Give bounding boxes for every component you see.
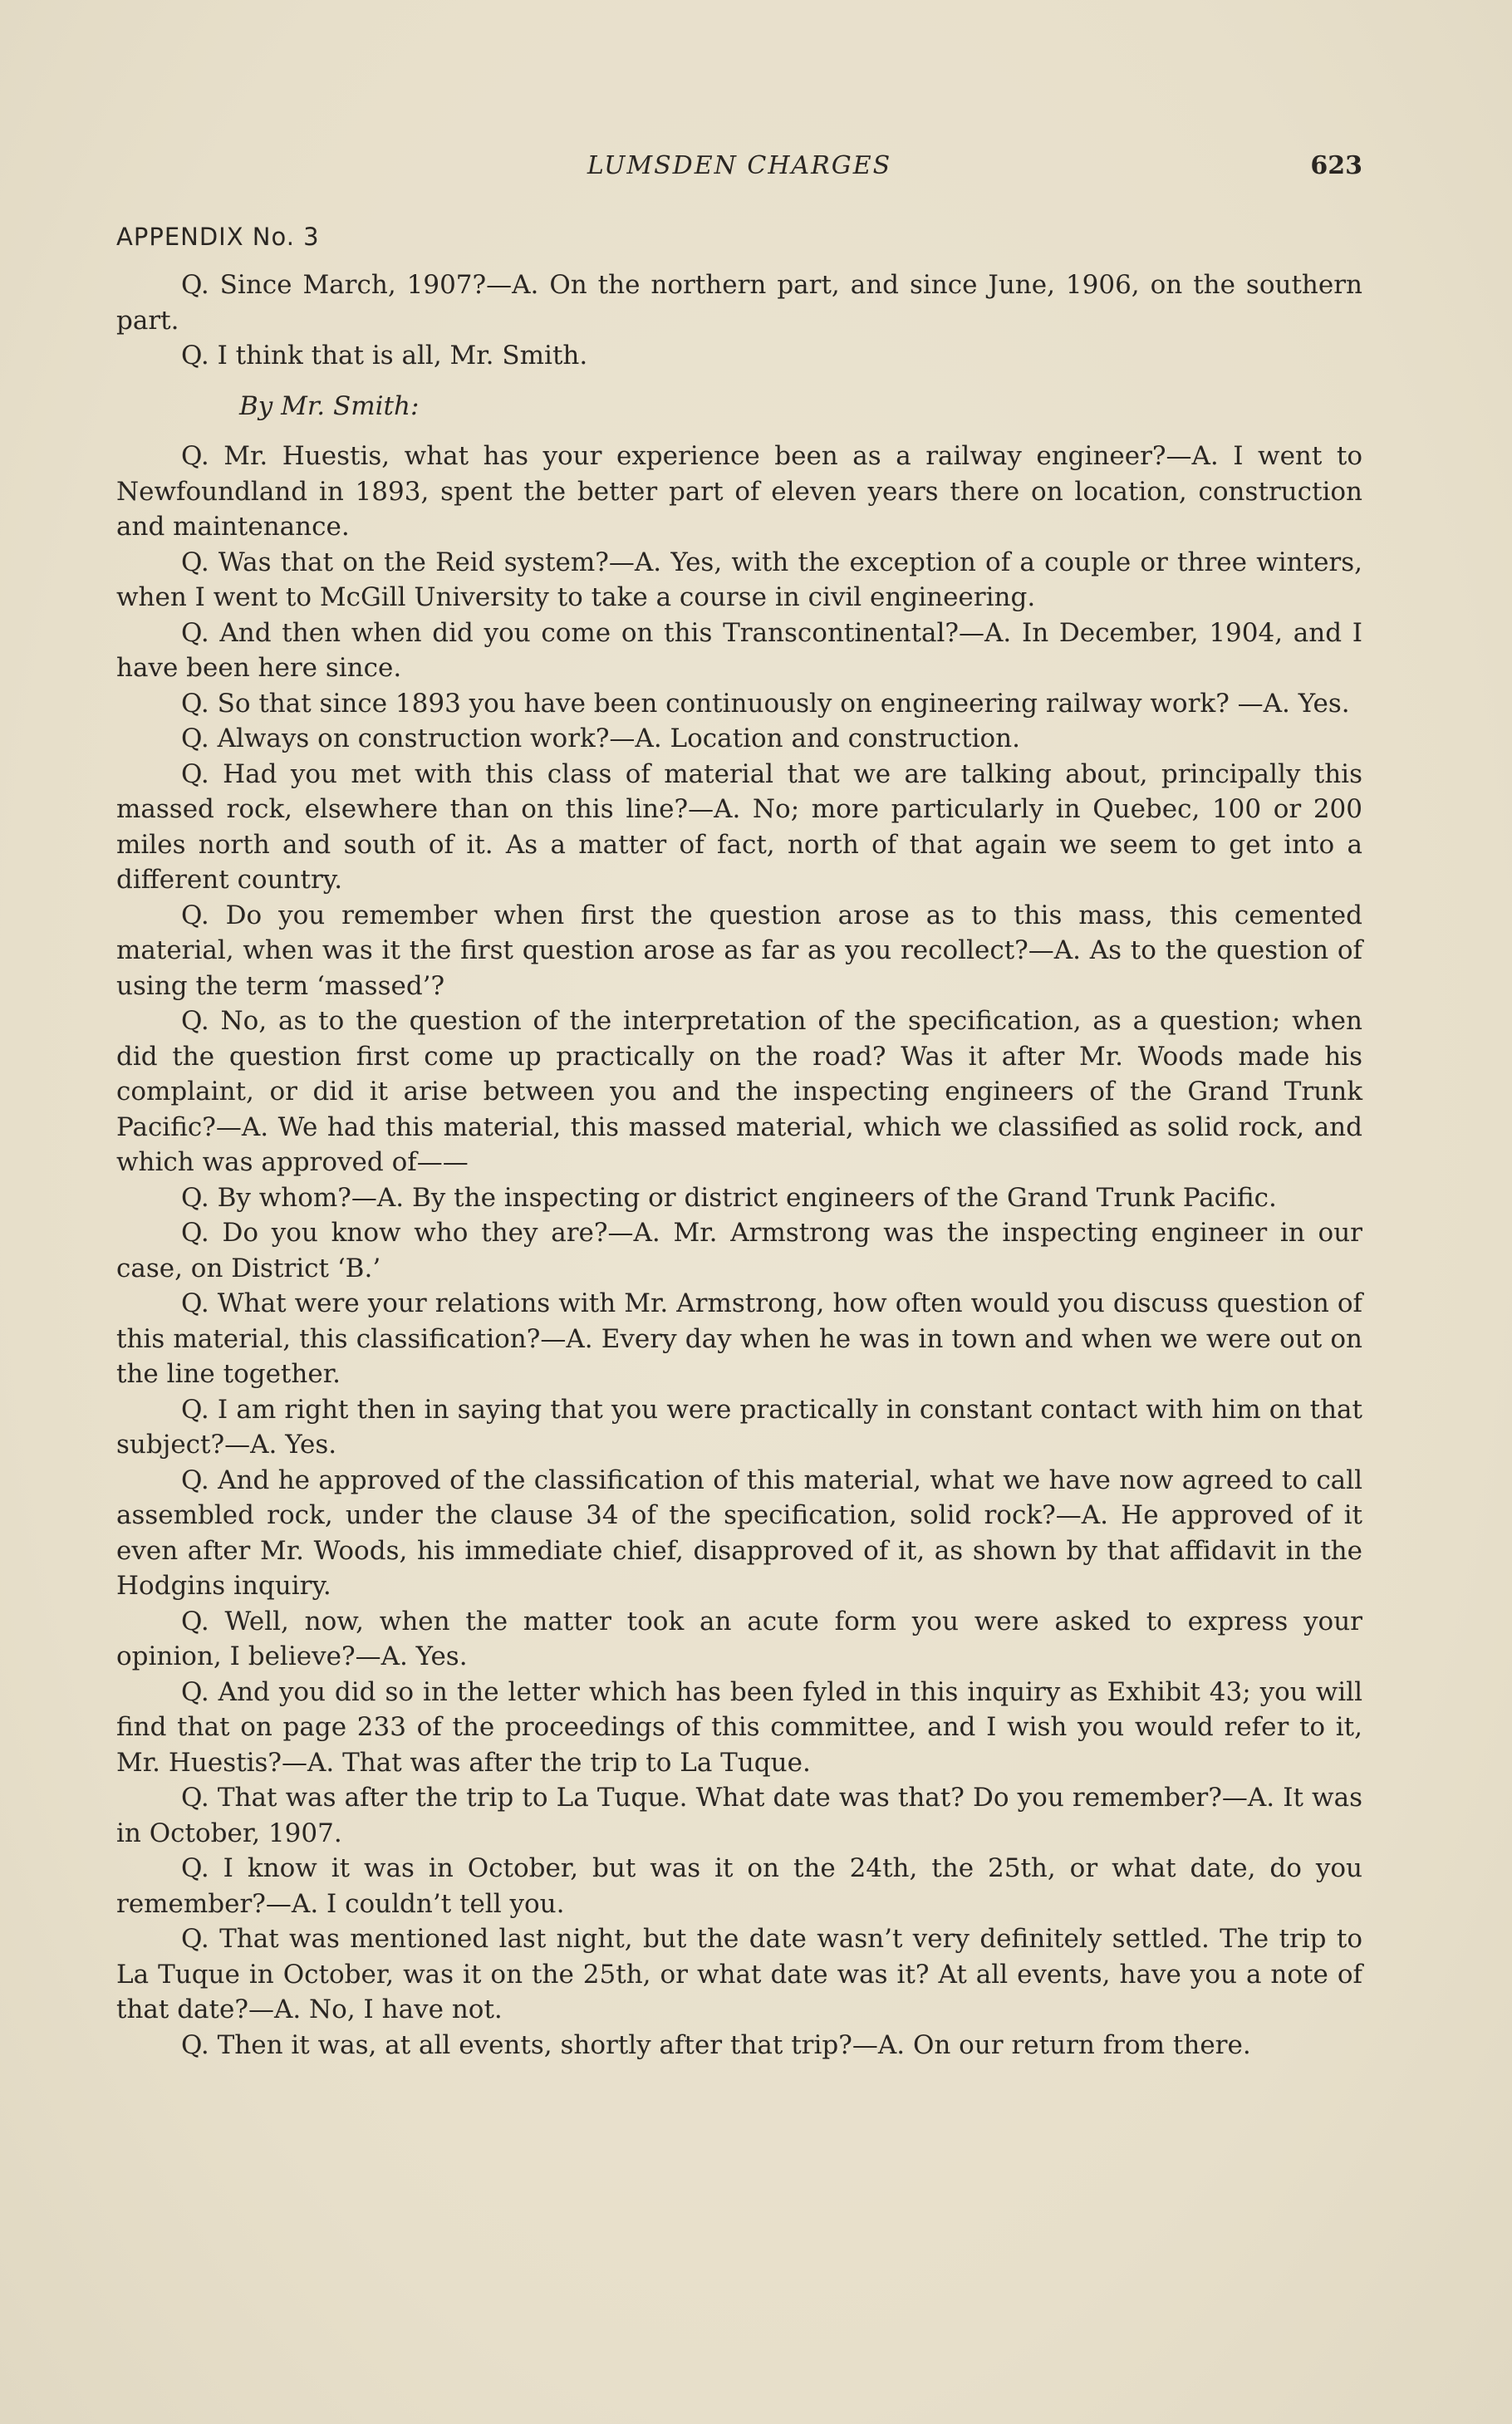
paragraph: Q. Had you met with this class of material that we are talking about, principally this massed rock, elsewhere than on this line?—A. No; more particularly in Quebec, 100 or 200 miles north and south of it. As a matter of fact, north of that again we seem to get into a different country. [116,758,1362,895]
paragraph: Q. That was after the trip to La Tuque. What date was that? Do you remember?—A. It was in October, 1907. [116,1783,1362,1848]
paragraph: Q. Was that on the Reid system?—A. Yes, with the exception of a couple or three winters, when I went to McGill University to take a course in civil engineering. [116,547,1362,612]
paragraph: Q. Do you know who they are?—A. Mr. Armstrong was the inspecting engineer in our case, on District ‘B.’ [116,1218,1362,1283]
appendix-label: APPENDIX No. 3 [116,223,320,251]
page-number: 623 [1310,151,1362,180]
paragraph: Q. I know it was in October, but was it on the 24th, the 25th, or what date, do you remember?—A. I couldn’t tell you. [116,1853,1362,1919]
paragraph: Q. So that since 1893 you have been continuously on engineering railway work? —A. Yes. [181,688,1350,719]
paragraph: Q. Since March, 1907?—A. On the northern part, and since June, 1906, on the southern part. [116,270,1362,336]
running-title: LUMSDEN CHARGES [587,151,892,180]
transcript-body [116,267,1362,2063]
paragraph: Q. Well, now, when the matter took an acute form you were asked to express your opinion, I believe?—A. Yes. [116,1606,1362,1671]
paragraph: Q. That was mentioned last night, but the date wasn’t very definitely settled. The trip to La Tuque in October, was it on the 25th, or what date was it? At all events, have you a note of that date?—A. No, I have not. [116,1924,1362,2024]
paragraph: Q. No, as to the question of the interpretation of the specification, as a question; when did the question first come up practically on the road? Was it after Mr. Woods made his complaint, or did it arise between you and the inspecting engineers of the Grand Trunk Pacific?—A. We had this material, this massed material, which we classified as solid rock, and which was approved of—— [116,1006,1362,1177]
speaker-byline: By Mr. Smith: [239,390,420,421]
page-header [116,151,1362,189]
paragraph: Q. And he approved of the classification of this material, what we have now agreed to call assembled rock, under the clause 34 of the specification, solid rock?—A. He approved of it even after Mr. Woods, his immediate chief, disapproved of it, as shown by that affidavit in the Hodgins inquiry. [116,1465,1362,1601]
paragraph: Q. Mr. Huestis, what has your experience been as a railway engineer?—A. I went to Newfoundland in 1893, spent the better part of eleven years there on location, construction and maintenance. [116,441,1362,542]
paragraph: Q. Do you remember when first the question arose as to this mass, this cemented material, when was it the first question arose as far as you recollect?—A. As to the question of using the term ‘massed’? [116,900,1362,1001]
paragraph: Q. Always on construction work?—A. Location and construction. [181,724,1020,753]
paragraph: Q. By whom?—A. By the inspecting or district engineers of the Grand Trunk Pacific. [181,1182,1277,1213]
paragraph: Q. Then it was, at all events, shortly after that trip?—A. On our return from there. [181,2029,1251,2060]
paragraph: Q. And you did so in the letter which has been fyled in this inquiry as Exhibit 43; you will find that on page 233 of the proceedings of this committee, and I wish you would refer to it, Mr. Huestis?—A. That was after the trip to La Tuque. [116,1676,1362,1778]
paragraph: Q. I think that is all, Mr. Smith. [181,341,588,370]
paragraph: Q. I am right then in saying that you were practically in constant contact with him on that subject?—A. Yes. [116,1394,1362,1460]
paragraph: Q. And then when did you come on this Transcontinental?—A. In December, 1904, and I have been here since. [116,617,1362,683]
paragraph: Q. What were your relations with Mr. Armstrong, how often would you discuss question of this material, this classification?—A. Every day when he was in town and when we were out on the line together. [116,1288,1362,1389]
